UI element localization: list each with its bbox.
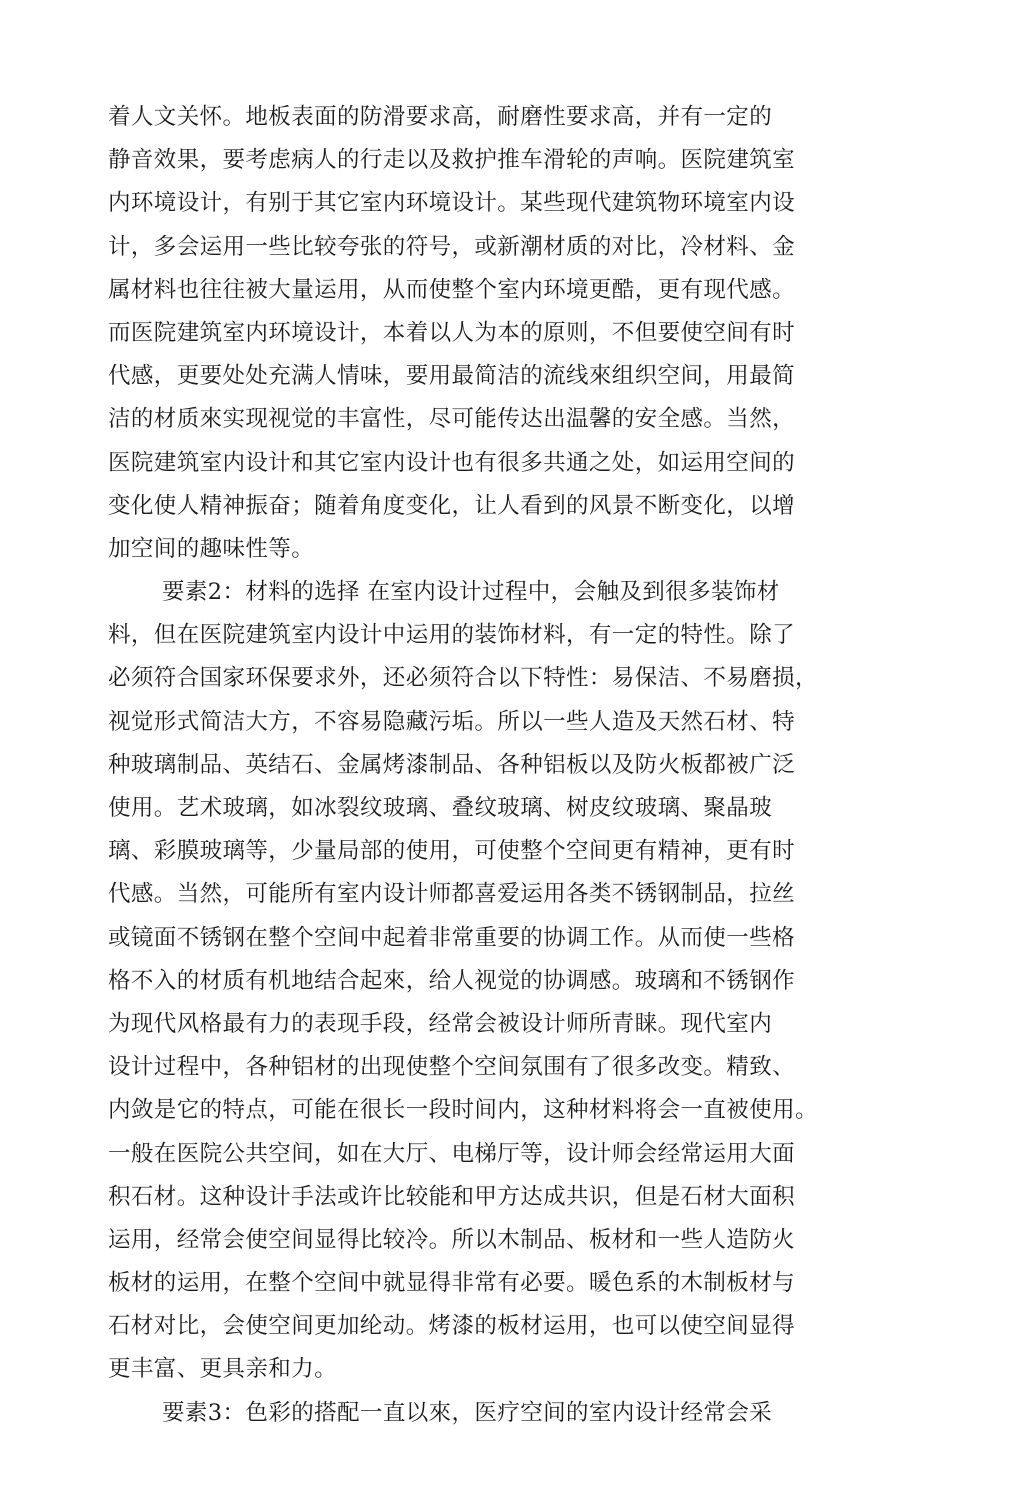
text-line: 视觉形式简洁大方，不容易隐藏污垢。所以一些人造及天然石材、特 xyxy=(108,708,796,735)
text-line: 种玻璃制品、英结石、金属烤漆制品、各种铝板以及防火板都被广泛 xyxy=(108,751,796,778)
text-line: 必须符合国家环保要求外，还必须符合以下特性：易保洁、不易磨损， xyxy=(108,665,818,692)
paragraph-start-line: 要素2：材料的选择 在室内设计过程中，会触及到很多装饰材 xyxy=(162,579,780,606)
text-line: 内敛是它的特点，可能在很长一段时间内，这种材料将会一直被使用。 xyxy=(108,1097,818,1124)
text-line: 积石材。这种设计手法或许比较能和甲方达成共识，但是石材大面积 xyxy=(108,1183,796,1210)
text-line: 而医院建筑室内环境设计，本着以人为本的原则，不但要使空间有时 xyxy=(108,319,796,346)
text-line: 使用。艺术玻璃，如冰裂纹玻璃、叠纹玻璃、树皮纹玻璃、聚晶玻 xyxy=(108,795,773,821)
text-line: 变化使人精神振奋；随着角度变化，让人看到的风景不断变化，以增 xyxy=(108,492,796,519)
text-line: 石材对比，会使空间更加纶动。烤漆的板材运用，也可以使空间显得 xyxy=(108,1313,796,1340)
text-line: 为现代风格最有力的表现手段，经常会被设计师所青睐。现代室内 xyxy=(108,1010,773,1037)
text-line: 板材的运用，在整个空间中就显得非常有必要。暖色系的木制板材与 xyxy=(108,1270,796,1297)
text-line: 属材料也往往被大量运用，从而使整个室内环境更酷，更有现代感。 xyxy=(108,276,796,303)
text-line: 代感。当然，可能所有室内设计师都喜爱运用各类不锈钢制品，拉丝 xyxy=(108,881,796,908)
text-line: 格不入的材质有机地结合起來，给人视觉的协调感。玻璃和不锈钢作 xyxy=(108,967,796,994)
text-line: 着人文关怀。地板表面的防滑要求高，耐磨性要求高，并有一定的 xyxy=(108,104,773,130)
text-line: 更丰富、更具亲和力。 xyxy=(108,1356,338,1383)
text-line: 洁的材质來实现视觉的丰富性，尽可能传达出温馨的安全感。当然， xyxy=(108,406,796,433)
text-line: 料，但在医院建筑室内设计中运用的装饰材料，有一定的特性。除了 xyxy=(108,622,796,649)
text-line: 医院建筑室内设计和其它室内设计也有很多共通之处，如运用空间的 xyxy=(108,449,796,476)
text-line: 设计过程中，各种铝材的出现使整个空间氛围有了很多改变。精致、 xyxy=(108,1054,796,1081)
text-line: 静音效果，要考虑病人的行走以及救护推车滑轮的声响。医院建筑室 xyxy=(108,147,796,174)
body-text xyxy=(108,96,888,1435)
paragraph-start-line: 要素3：色彩的搭配一直以來，医疗空间的室内设计经常会采 xyxy=(162,1399,773,1426)
text-line: 一般在医院公共空间，如在大厅、电梯厅等，设计师会经常运用大面 xyxy=(108,1140,796,1167)
text-line: 运用，经常会使空间显得比较冷。所以木制品、板材和一些人造防火 xyxy=(108,1226,796,1253)
text-line: 计，多会运用一些比较夸张的符号，或新潮材质的对比，冷材料、金 xyxy=(108,233,796,260)
text-line: 代感，更要处处充满人情味，要用最简洁的流线來组织空间，用最简 xyxy=(108,363,796,390)
text-line: 或镜面不锈钢在整个空间中起着非常重要的协调工作。从而使一些格 xyxy=(108,924,796,951)
text-line: 加空间的趣味性等。 xyxy=(108,535,315,562)
text-line: 内环境设计，有别于其它室内环境设计。某些现代建筑物环境室内设 xyxy=(108,190,796,217)
text-line: 璃、彩膜玻璃等，少量局部的使用，可使整个空间更有精神，更有时 xyxy=(108,838,796,865)
